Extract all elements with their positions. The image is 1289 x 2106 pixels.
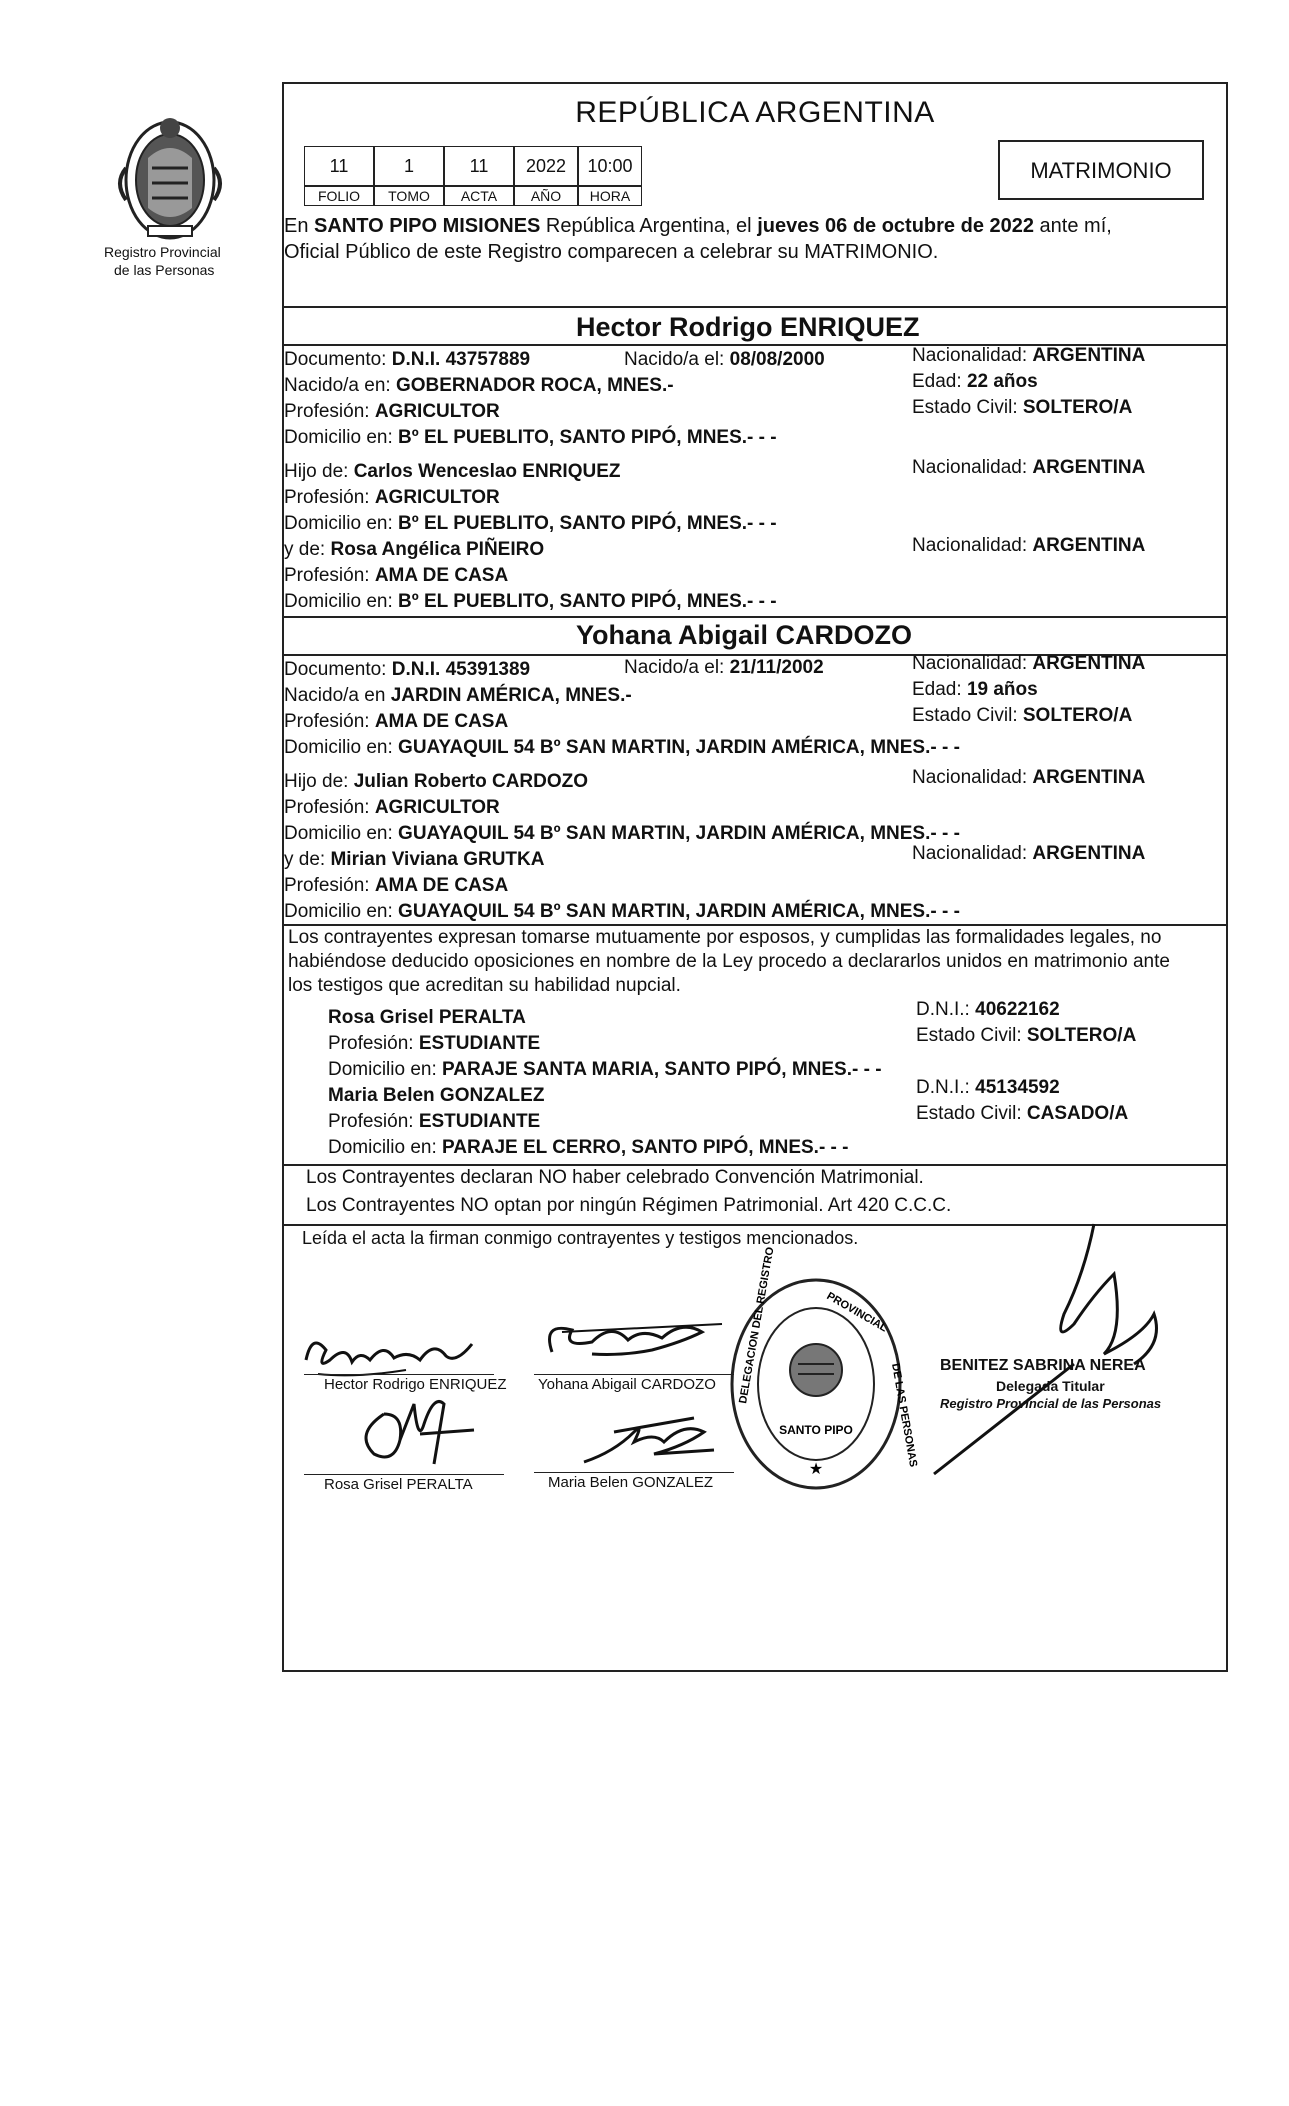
- spouse2-father-address: Domicilio en: GUAYAQUIL 54 Bº SAN MARTIN, JARDIN AMÉRICA, MNES.- - -: [284, 823, 960, 844]
- field-hora-value: 10:00: [578, 146, 642, 186]
- spouse1-document: Documento: D.N.I. 43757889: [284, 349, 531, 370]
- signature-4-label: Maria Belen GONZALEZ: [548, 1474, 714, 1491]
- registry-logo: [100, 108, 240, 248]
- certificate-frame: [282, 82, 1228, 1672]
- spouse1-mother-profession: Profesión: AMA DE CASA: [284, 565, 509, 586]
- spouse1-mother: y de: Rosa Angélica PIÑEIRO: [284, 539, 545, 560]
- spouse1-address: Domicilio en: Bº EL PUEBLITO, SANTO PIPÓ, MNES.- - -: [284, 427, 777, 448]
- logo-caption-2: de las Personas: [114, 262, 215, 278]
- field-tomo-label: TOMO: [374, 186, 444, 206]
- witness2-dni: D.N.I.: 45134592: [916, 1077, 1060, 1098]
- field-acta-label: ACTA: [444, 186, 514, 206]
- field-acta-value: 11: [444, 146, 514, 186]
- spouse2-father: Hijo de: Julian Roberto CARDOZO: [284, 771, 589, 792]
- logo-caption-1: Registro Provincial: [104, 244, 221, 260]
- spouse2-address: Domicilio en: GUAYAQUIL 54 Bº SAN MARTIN, JARDIN AMÉRICA, MNES.- - -: [284, 737, 960, 758]
- signature-1-label: Hector Rodrigo ENRIQUEZ: [324, 1376, 507, 1393]
- witness2-profession: Profesión: ESTUDIANTE: [328, 1111, 541, 1132]
- signature-3-icon: [344, 1384, 484, 1474]
- field-tomo-value: 1: [374, 146, 444, 186]
- official-role: Delegada Titular: [996, 1378, 1105, 1394]
- signature-2-label: Yohana Abigail CARDOZO: [538, 1376, 716, 1393]
- witness1-profession: Profesión: ESTUDIANTE: [328, 1033, 541, 1054]
- svg-text:PROVINCIAL: PROVINCIAL: [824, 1290, 890, 1335]
- spouse2-name: Yohana Abigail CARDOZO: [576, 620, 913, 650]
- note-convention: Los Contrayentes declaran NO haber celebrado Convención Matrimonial.: [306, 1167, 924, 1188]
- witness2-civil-status: Estado Civil: CASADO/A: [916, 1103, 1129, 1124]
- svg-text:★: ★: [808, 1459, 824, 1478]
- intro-line-1: En SANTO PIPO MISIONES República Argentina, el jueves 06 de octubre de 2022 ante mí,: [284, 215, 1112, 237]
- field-hora-label: HORA: [578, 186, 642, 206]
- svg-text:DELEGACION DEL REGISTRO: DELEGACION DEL REGISTRO: [737, 1246, 777, 1405]
- field-anio-label: AÑO: [514, 186, 578, 206]
- official-organization: Registro Provincial de las Personas: [940, 1396, 1162, 1411]
- spouse2-age: Edad: 19 años: [912, 679, 1038, 700]
- field-folio-label: FOLIO: [304, 186, 374, 206]
- spouse2-birthdate: Nacido/a el: 21/11/2002: [624, 657, 824, 678]
- witness2-address: Domicilio en: PARAJE EL CERRO, SANTO PIPÓ, MNES.- - -: [328, 1137, 849, 1158]
- witness2-name: Maria Belen GONZALEZ: [328, 1085, 545, 1106]
- spouse1-age: Edad: 22 años: [912, 371, 1038, 392]
- official-seal-icon: [726, 1246, 920, 1494]
- spouse1-father: Hijo de: Carlos Wenceslao ENRIQUEZ: [284, 461, 621, 482]
- spouse2-mother-profession: Profesión: AMA DE CASA: [284, 875, 509, 896]
- declaration-line-3: los testigos que acreditan su habilidad nupcial.: [288, 975, 681, 996]
- witness1-civil-status: Estado Civil: SOLTERO/A: [916, 1025, 1137, 1046]
- svg-text:SANTO PIPO: SANTO PIPO: [779, 1423, 853, 1437]
- intro-line-2: Oficial Público de este Registro comparecen a celebrar su MATRIMONIO.: [284, 241, 939, 263]
- spouse1-father-nationality: Nacionalidad: ARGENTINA: [912, 457, 1146, 478]
- spouse1-father-profession: Profesión: AGRICULTOR: [284, 487, 500, 508]
- spouse2-civil-status: Estado Civil: SOLTERO/A: [912, 705, 1133, 726]
- page-title: REPÚBLICA ARGENTINA: [575, 96, 935, 129]
- signature-4-icon: [574, 1402, 724, 1472]
- spouse1-birthplace: Nacido/a en: GOBERNADOR ROCA, MNES.-: [284, 375, 674, 396]
- spouse1-birthdate: Nacido/a el: 08/08/2000: [624, 349, 825, 370]
- declaration-line-2: habiéndose deducido oposiciones en nombre de la Ley procedo a declararlos unidos en matrimonio ante: [288, 951, 1170, 972]
- spouse1-mother-nationality: Nacionalidad: ARGENTINA: [912, 535, 1146, 556]
- spouse2-mother: y de: Mirian Viviana GRUTKA: [284, 849, 545, 870]
- spouse2-birthplace: Nacido/a en JARDIN AMÉRICA, MNES.-: [284, 685, 632, 706]
- coat-of-arms-icon: [100, 108, 240, 248]
- spouse1-father-address: Domicilio en: Bº EL PUEBLITO, SANTO PIPÓ, MNES.- - -: [284, 513, 777, 534]
- spouse2-mother-nationality: Nacionalidad: ARGENTINA: [912, 843, 1146, 864]
- declaration-line-1: Los contrayentes expresan tomarse mutuamente por esposos, y cumplidas las formalidades legales, no: [288, 927, 1162, 948]
- spouse1-profession: Profesión: AGRICULTOR: [284, 401, 500, 422]
- certificate-type-box: MATRIMONIO: [998, 140, 1204, 200]
- witness1-name: Rosa Grisel PERALTA: [328, 1007, 526, 1028]
- spouse2-document: Documento: D.N.I. 45391389: [284, 659, 531, 680]
- spouse2-father-profession: Profesión: AGRICULTOR: [284, 797, 500, 818]
- official-name: BENITEZ SABRINA NEREA: [940, 1357, 1146, 1374]
- spouse1-civil-status: Estado Civil: SOLTERO/A: [912, 397, 1133, 418]
- field-anio-value: 2022: [514, 146, 578, 186]
- official-signature-icon: [914, 1214, 1214, 1484]
- svg-text:DE LAS PERSONAS: DE LAS PERSONAS: [889, 1362, 920, 1469]
- spouse2-father-nationality: Nacionalidad: ARGENTINA: [912, 767, 1146, 788]
- spouse1-mother-address: Domicilio en: Bº EL PUEBLITO, SANTO PIPÓ, MNES.- - -: [284, 591, 777, 612]
- signature-2-icon: [532, 1302, 732, 1372]
- spouse2-profession: Profesión: AMA DE CASA: [284, 711, 509, 732]
- field-folio-value: 11: [304, 146, 374, 186]
- spouse2-mother-address: Domicilio en: GUAYAQUIL 54 Bº SAN MARTIN, JARDIN AMÉRICA, MNES.- - -: [284, 901, 960, 922]
- spouse1-name: Hector Rodrigo ENRIQUEZ: [576, 312, 920, 342]
- signature-3-label: Rosa Grisel PERALTA: [324, 1476, 473, 1493]
- spouse1-nationality: Nacionalidad: ARGENTINA: [912, 345, 1146, 366]
- note-signing: Leída el acta la firman conmigo contrayentes y testigos mencionados.: [302, 1228, 859, 1248]
- spouse2-nationality: Nacionalidad: ARGENTINA: [912, 653, 1146, 674]
- note-patrimonial-regime: Los Contrayentes NO optan por ningún Régimen Patrimonial. Art 420 C.C.C.: [306, 1195, 952, 1216]
- witness1-address: Domicilio en: PARAJE SANTA MARIA, SANTO PIPÓ, MNES.- - -: [328, 1059, 882, 1080]
- witness1-dni: D.N.I.: 40622162: [916, 999, 1060, 1020]
